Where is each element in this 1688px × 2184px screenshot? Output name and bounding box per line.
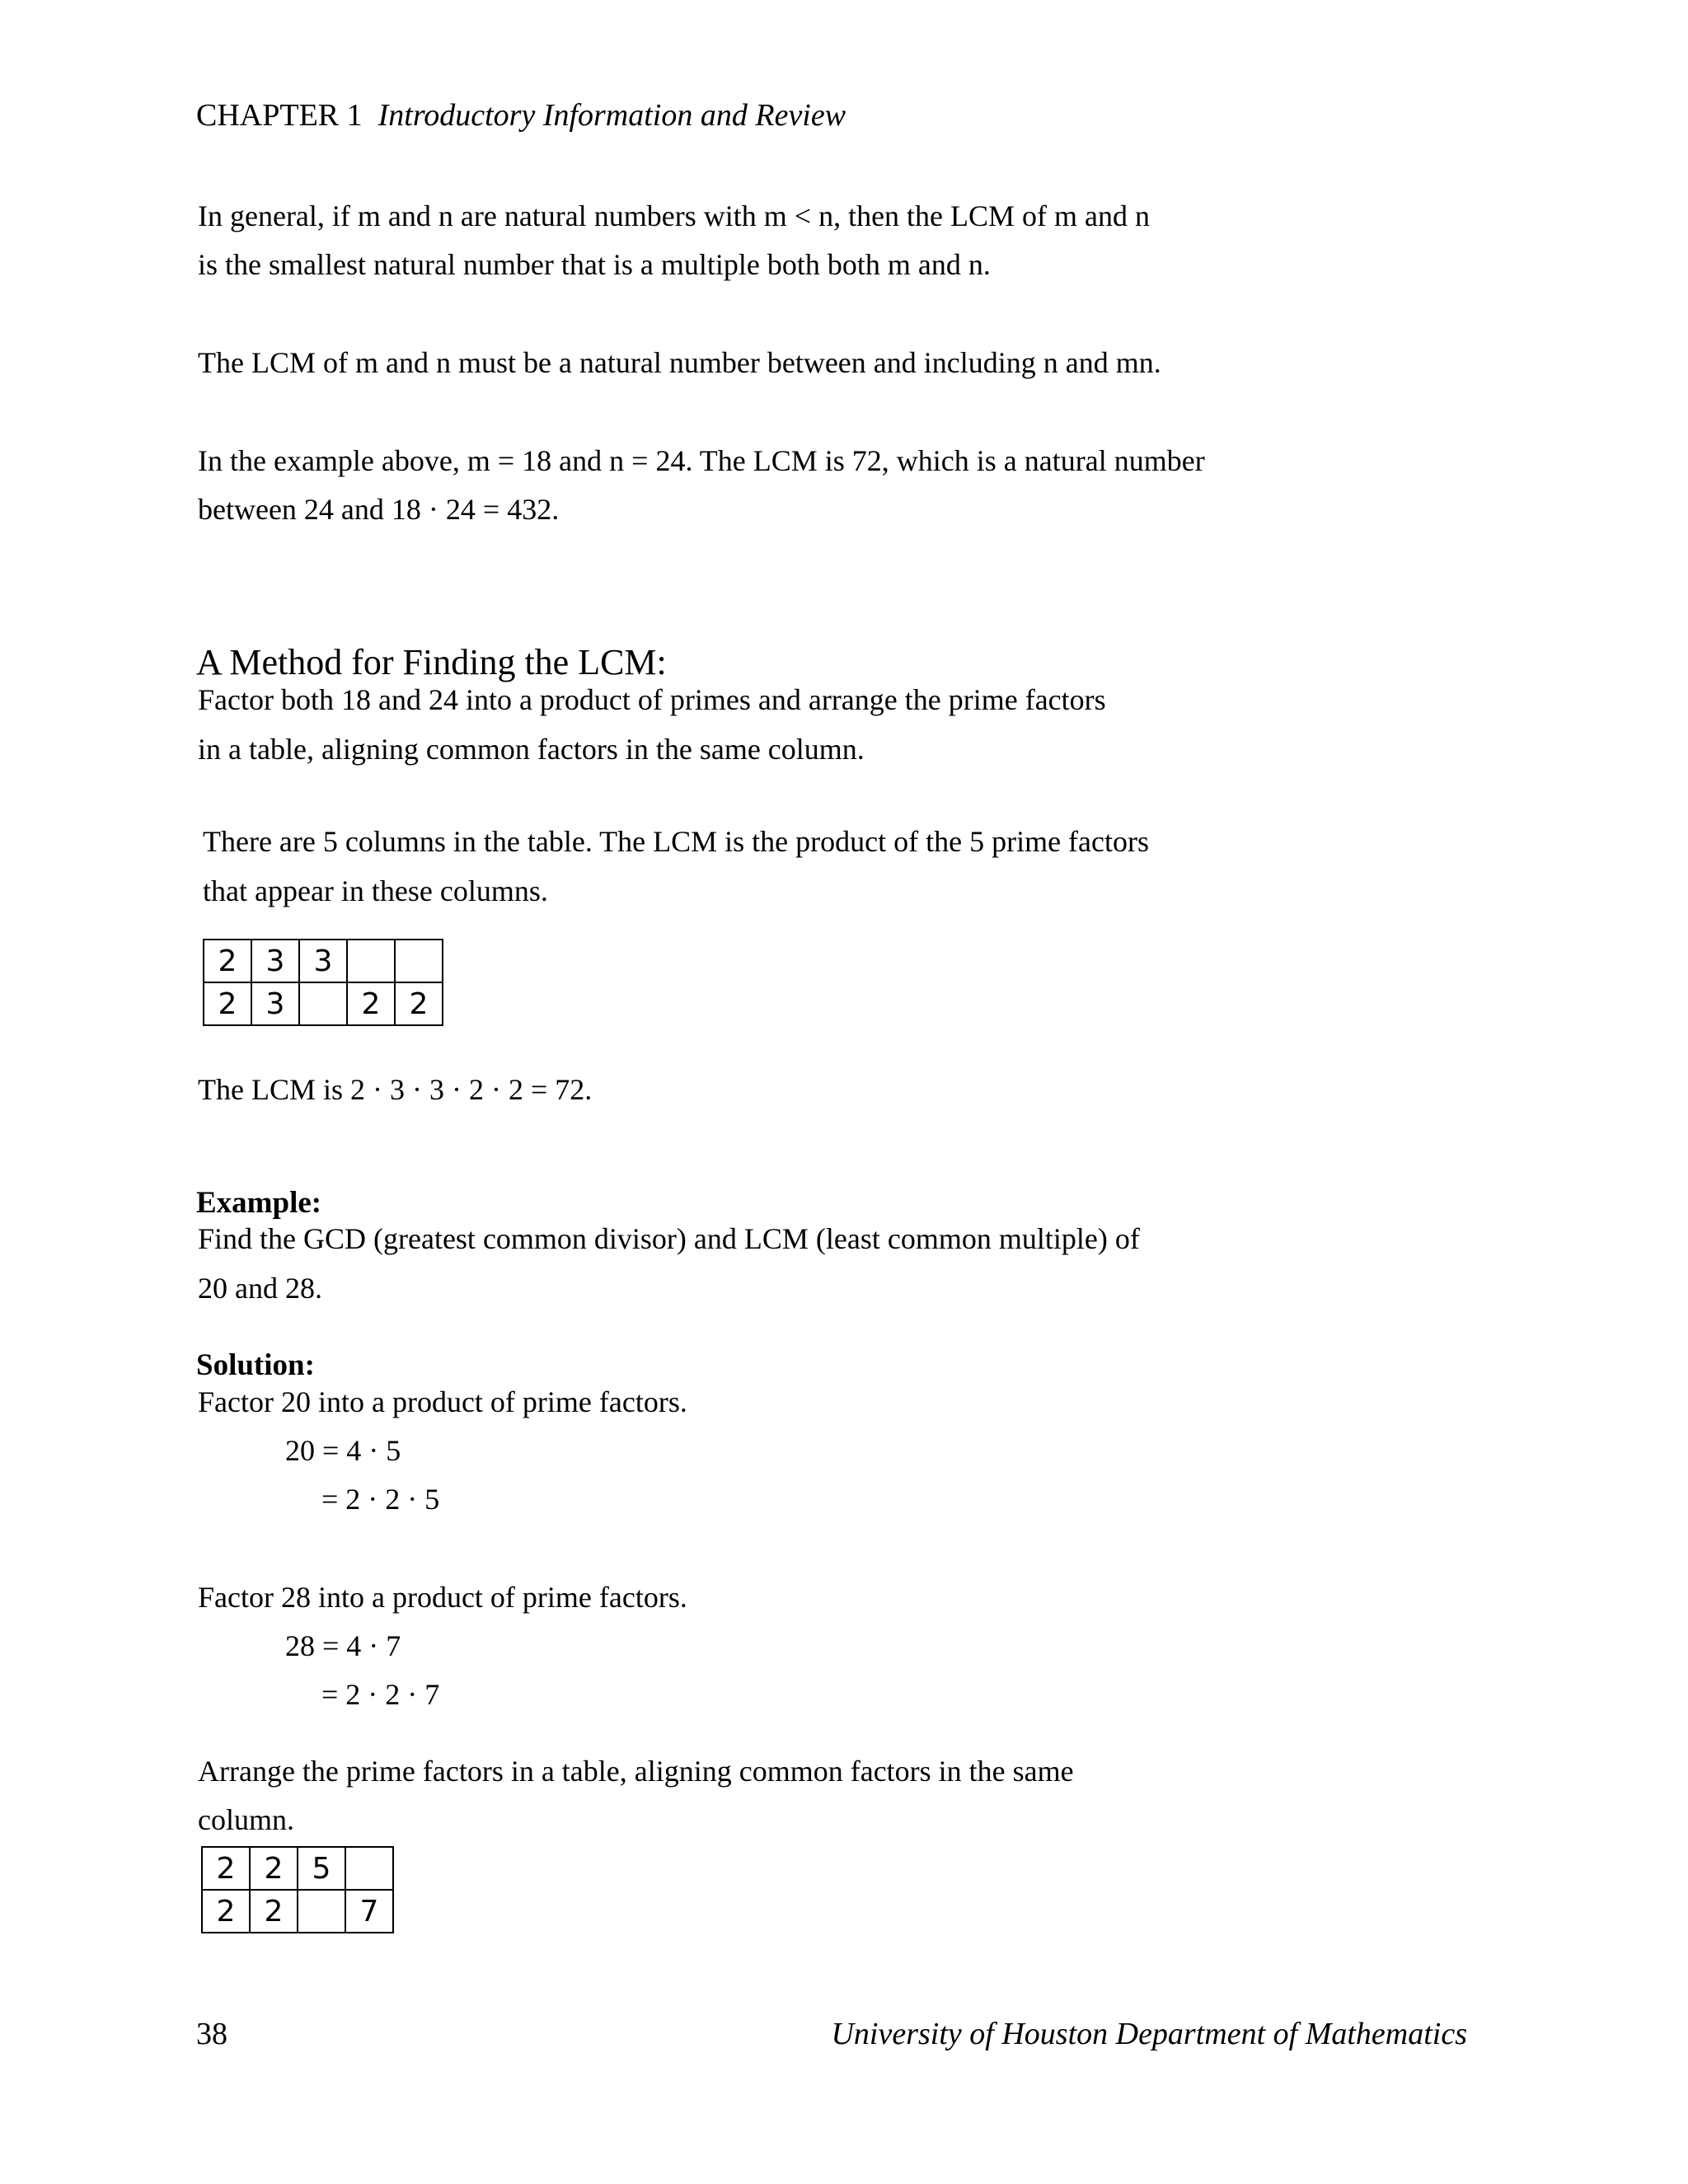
method-line4: that appear in these columns. xyxy=(203,874,548,907)
running-header xyxy=(196,97,846,134)
table-cell: 2 xyxy=(347,982,395,1025)
table-cell: 2 xyxy=(202,1890,250,1933)
method-line2: in a table, aligning common factors in the same column. xyxy=(198,733,865,766)
table-cell xyxy=(298,1890,345,1933)
table-cell: 3 xyxy=(299,940,347,982)
table-cell: 2 xyxy=(202,1847,250,1890)
table-row xyxy=(204,940,443,982)
table-cell: 2 xyxy=(250,1890,298,1933)
table-cell: 3 xyxy=(251,982,299,1025)
table-cell xyxy=(345,1847,393,1890)
table-row xyxy=(204,982,443,1025)
table-row xyxy=(202,1890,393,1933)
factor28-equation1: 28 = 4 · 7 xyxy=(285,1629,401,1662)
factor20-equation2: = 2 · 2 · 5 xyxy=(321,1483,440,1516)
example-line2: 20 and 28. xyxy=(198,1272,322,1305)
factor20-equation1: 20 = 4 · 5 xyxy=(285,1434,401,1467)
paragraph-general-line2: is the smallest natural number that is a multiple both both m and n. xyxy=(198,248,991,281)
prime-factor-table-18-24 xyxy=(203,939,443,1026)
page-number: 38 xyxy=(196,2017,227,2051)
method-heading: A Method for Finding the LCM: xyxy=(196,642,667,682)
footer-institution xyxy=(831,2016,1467,2052)
footer-institution-text: University of Houston Department of Mathematics xyxy=(831,2017,1467,2051)
table-cell: 3 xyxy=(251,940,299,982)
method-line1: Factor both 18 and 24 into a product of primes and arrange the prime factors xyxy=(198,683,1106,716)
chapter-title: Introductory Information and Review xyxy=(377,98,846,133)
paragraph-general-line1: In general, if m and n are natural numbers with m < n, then the LCM of m and n xyxy=(198,199,1151,232)
paragraph-lcm-range: The LCM of m and n must be a natural number between and including n and mn. xyxy=(198,346,1161,379)
example-line1: Find the GCD (greatest common divisor) and LCM (least common multiple) of xyxy=(198,1222,1140,1255)
table-cell: 7 xyxy=(345,1890,393,1933)
chapter-label: CHAPTER 1 xyxy=(196,98,363,133)
table-cell: 2 xyxy=(204,982,251,1025)
table-cell xyxy=(299,982,347,1025)
table-cell: 5 xyxy=(298,1847,345,1890)
method-line3: There are 5 columns in the table. The LCM is the product of the 5 prime factors xyxy=(203,825,1149,858)
table-cell: 2 xyxy=(204,940,251,982)
prime-factor-table-20-28 xyxy=(201,1846,394,1933)
table-cell xyxy=(395,940,443,982)
arrange-line2: column. xyxy=(198,1803,294,1836)
factor20-intro: Factor 20 into a product of prime factors. xyxy=(198,1385,687,1418)
example-heading: Example: xyxy=(196,1186,322,1220)
table-cell xyxy=(347,940,395,982)
solution-heading: Solution: xyxy=(196,1348,315,1382)
table-cell: 2 xyxy=(250,1847,298,1890)
paragraph-example-above-line2: between 24 and 18 · 24 = 432. xyxy=(198,493,560,526)
table-cell: 2 xyxy=(395,982,443,1025)
table-row xyxy=(202,1847,393,1890)
factor28-intro: Factor 28 into a product of prime factors. xyxy=(198,1581,687,1614)
factor28-equation2: = 2 · 2 · 7 xyxy=(321,1678,440,1711)
method-result: The LCM is 2 · 3 · 3 · 2 · 2 = 72. xyxy=(198,1073,593,1106)
arrange-line1: Arrange the prime factors in a table, aligning common factors in the same xyxy=(198,1755,1074,1788)
paragraph-example-above-line1: In the example above, m = 18 and n = 24. The LCM is 72, which is a natural number xyxy=(198,444,1205,477)
